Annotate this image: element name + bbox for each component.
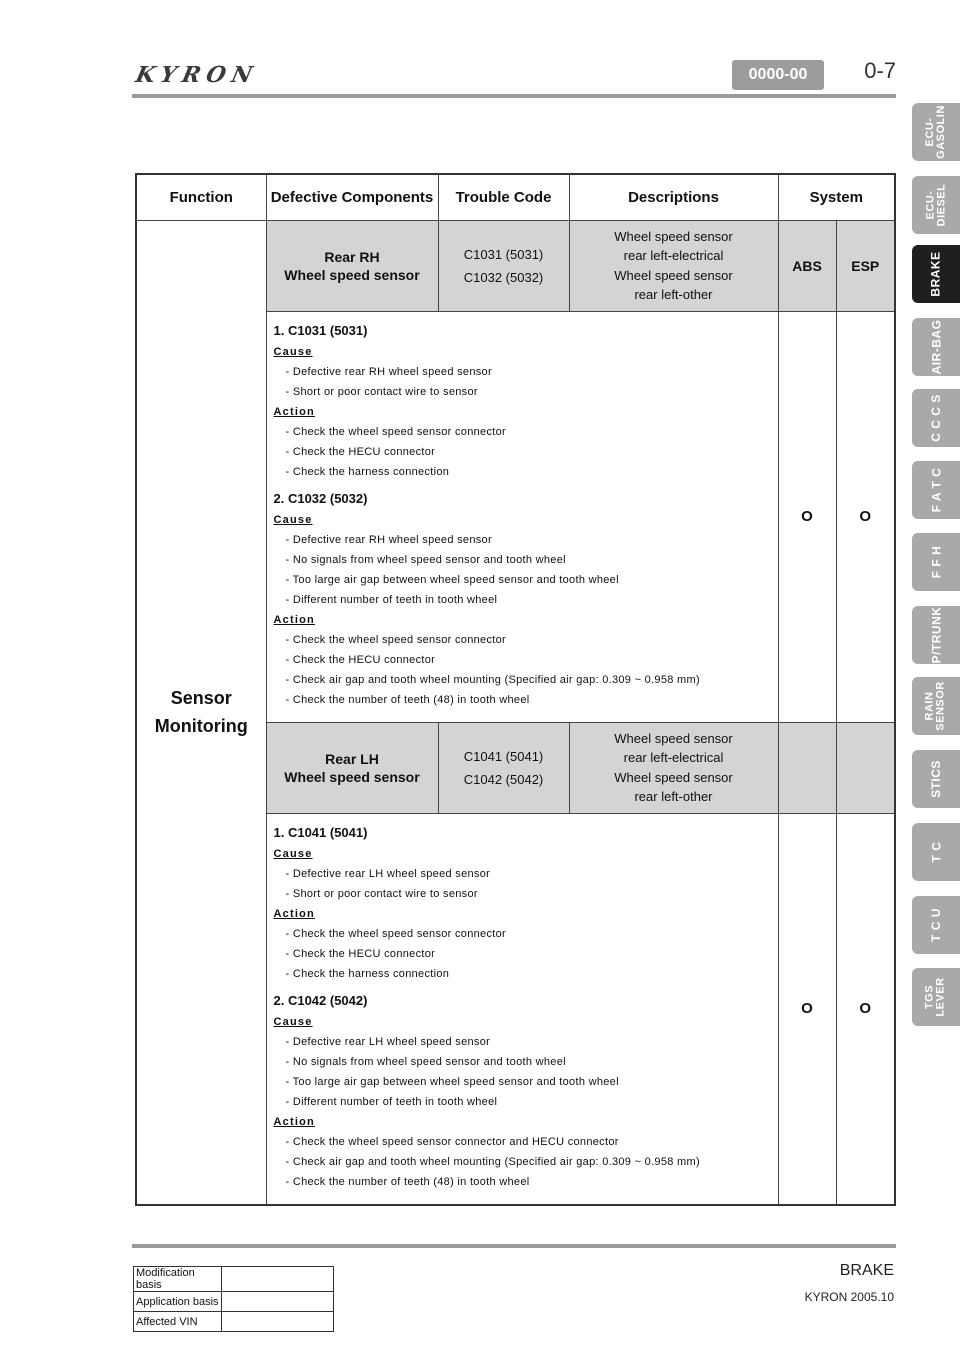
modification-table <box>133 1266 334 1332</box>
code-detail-block <box>274 992 772 1192</box>
header-defective-components: Defective Components <box>266 174 438 220</box>
function-line: Monitoring <box>154 716 248 737</box>
cause-item: - Different number of teeth in tooth wheel <box>285 593 498 606</box>
description-text: Wheel speed sensor <box>614 770 733 785</box>
tab-tc[interactable] <box>912 823 960 881</box>
action-item: - Check the HECU connector <box>285 947 436 960</box>
component-name: Wheel speed sensor <box>284 266 420 283</box>
table-row <box>134 1312 334 1332</box>
cause-item: - No signals from wheel speed sensor and tooth wheel <box>285 553 566 566</box>
tab-label: C C C S <box>928 394 943 442</box>
code-title: 1. C1031 (5031) <box>273 322 368 338</box>
modification-label: Affected VIN <box>134 1312 222 1332</box>
cause-item: - Defective rear RH wheel speed sensor <box>285 365 492 378</box>
footer-section-title: BRAKE <box>839 1262 894 1279</box>
system-abs: ABS <box>778 220 836 311</box>
component-name: Wheel speed sensor <box>284 768 420 785</box>
action-item: - Check the harness connection <box>285 967 450 980</box>
action-item: - Check air gap and tooth wheel mounting (Specified air gap: 0.309 ~ 0.958 mm) <box>285 1155 700 1168</box>
tab-label: BRAKE <box>928 251 943 297</box>
table-row <box>136 220 895 311</box>
table-row <box>134 1267 334 1292</box>
tab-label: ECU- GASOLIN <box>924 105 947 159</box>
table-header-row <box>136 174 895 220</box>
action-item: - Check the HECU connector <box>285 445 436 458</box>
table-row <box>134 1292 334 1312</box>
cause-item: - Short or poor contact wire to sensor <box>285 887 478 900</box>
tab-label: TGS LEVER <box>924 977 947 1017</box>
empty-system-cell <box>778 722 836 813</box>
rear-lh-detail-cell <box>266 813 778 1205</box>
section-code-badge: 0000-00 <box>732 60 824 90</box>
action-item: - Check the wheel speed sensor connector <box>285 425 507 438</box>
action-item: - Check the harness connection <box>285 465 450 478</box>
description-text: Wheel speed sensor <box>614 731 733 746</box>
cause-item: - Too large air gap between wheel speed sensor and tooth wheel <box>285 1075 619 1088</box>
tab-label: F A T C <box>928 467 943 513</box>
page-number: 0-7 <box>864 58 896 83</box>
action-item: - Check the HECU connector <box>285 653 436 666</box>
tab-label: T C <box>929 841 943 863</box>
header-system: System <box>778 174 895 220</box>
tab-brake[interactable] <box>912 245 960 303</box>
modification-value <box>222 1267 334 1292</box>
tab-label: F F H <box>929 545 943 579</box>
modification-label: Modification basis <box>134 1267 222 1292</box>
action-item: - Check the wheel speed sensor connector and HECU connector <box>285 1135 619 1148</box>
tab-label: P/TRUNK <box>929 606 943 664</box>
cause-heading: Cause <box>273 1015 313 1028</box>
action-heading: Action <box>273 405 315 418</box>
action-heading: Action <box>273 613 315 626</box>
action-item: - Check the number of teeth (48) in tooth wheel <box>285 693 530 706</box>
trouble-code: C1042 (5042) <box>463 771 544 787</box>
code-title: 2. C1042 (5042) <box>273 992 368 1008</box>
header-function: Function <box>136 174 266 220</box>
tab-rain-sensor[interactable] <box>912 677 960 735</box>
description-text: Wheel speed sensor <box>614 268 733 283</box>
tab-air-bag[interactable] <box>912 318 960 376</box>
tab-stics[interactable] <box>912 750 960 808</box>
action-item: - Check the wheel speed sensor connector <box>285 633 507 646</box>
component-cell <box>266 220 438 311</box>
description-text: Wheel speed sensor <box>614 229 733 244</box>
cause-item: - Defective rear LH wheel speed sensor <box>285 1035 491 1048</box>
empty-system-cell <box>836 722 895 813</box>
trouble-codes-cell <box>438 220 569 311</box>
tab-ecu-diesel[interactable] <box>912 176 960 234</box>
header-divider <box>132 94 896 98</box>
tab-ecu-gasolin[interactable] <box>912 103 960 161</box>
footer-model-date: KYRON 2005.10 <box>804 1290 894 1304</box>
modification-value <box>222 1292 334 1312</box>
function-line: Sensor <box>170 688 232 709</box>
tab-fatc[interactable] <box>912 461 960 519</box>
trouble-code: C1041 (5041) <box>463 748 544 764</box>
trouble-codes-cell <box>438 722 569 813</box>
tab-label: T C U <box>929 908 943 942</box>
code-detail-block <box>274 490 772 710</box>
tab-tcu[interactable] <box>912 896 960 954</box>
esp-mark: O <box>836 311 895 722</box>
action-item: - Check the number of teeth (48) in tooth wheel <box>285 1175 530 1188</box>
footer-divider <box>132 1244 896 1248</box>
description-text: rear left-electrical <box>623 248 724 263</box>
modification-label: Application basis <box>134 1292 222 1312</box>
modification-value <box>222 1312 334 1332</box>
descriptions-cell <box>569 722 778 813</box>
description-text: rear left-other <box>634 789 713 804</box>
abs-mark: O <box>778 311 836 722</box>
cause-item: - No signals from wheel speed sensor and tooth wheel <box>285 1055 566 1068</box>
component-cell <box>266 722 438 813</box>
tab-tgs-lever[interactable] <box>912 968 960 1026</box>
code-title: 1. C1041 (5041) <box>273 824 368 840</box>
cause-item: - Defective rear RH wheel speed sensor <box>285 533 492 546</box>
description-text: rear left-other <box>634 287 713 302</box>
tab-label: RAIN SENSOR <box>924 681 947 731</box>
action-heading: Action <box>273 907 315 920</box>
tab-label: ECU- DIESEL <box>923 183 947 227</box>
cause-item: - Different number of teeth in tooth wheel <box>285 1095 498 1108</box>
header-descriptions: Descriptions <box>569 174 778 220</box>
cause-item: - Too large air gap between wheel speed sensor and tooth wheel <box>285 573 619 586</box>
cause-heading: Cause <box>273 513 313 526</box>
system-esp: ESP <box>836 220 895 311</box>
code-detail-block <box>274 824 772 984</box>
code-detail-block <box>274 322 772 482</box>
abs-mark: O <box>778 813 836 1205</box>
cause-item: - Defective rear LH wheel speed sensor <box>285 867 491 880</box>
diagnostic-table <box>135 173 896 1206</box>
tab-p-trunk[interactable] <box>912 606 960 664</box>
tab-label: STICS <box>929 760 943 798</box>
cause-heading: Cause <box>273 847 313 860</box>
header-trouble-code: Trouble Code <box>438 174 569 220</box>
tab-cccs[interactable] <box>912 389 960 447</box>
trouble-code: C1031 (5031) <box>463 246 544 262</box>
trouble-code: C1032 (5032) <box>463 269 544 285</box>
action-item: - Check the wheel speed sensor connector <box>285 927 507 940</box>
component-name: Rear LH <box>325 750 379 767</box>
tab-label: AIR-BAG <box>929 319 944 375</box>
cause-heading: Cause <box>273 345 313 358</box>
tab-ffh[interactable] <box>912 533 960 591</box>
action-heading: Action <box>273 1115 315 1128</box>
description-text: rear left-electrical <box>623 750 724 765</box>
code-title: 2. C1032 (5032) <box>273 490 368 506</box>
component-name: Rear RH <box>324 248 380 265</box>
descriptions-cell <box>569 220 778 311</box>
kyron-logo: KYRON <box>133 62 261 88</box>
action-item: - Check air gap and tooth wheel mounting (Specified air gap: 0.309 ~ 0.958 mm) <box>285 673 700 686</box>
cause-item: - Short or poor contact wire to sensor <box>285 385 478 398</box>
function-cell <box>136 220 266 1205</box>
rear-rh-detail-cell <box>266 311 778 722</box>
esp-mark: O <box>836 813 895 1205</box>
